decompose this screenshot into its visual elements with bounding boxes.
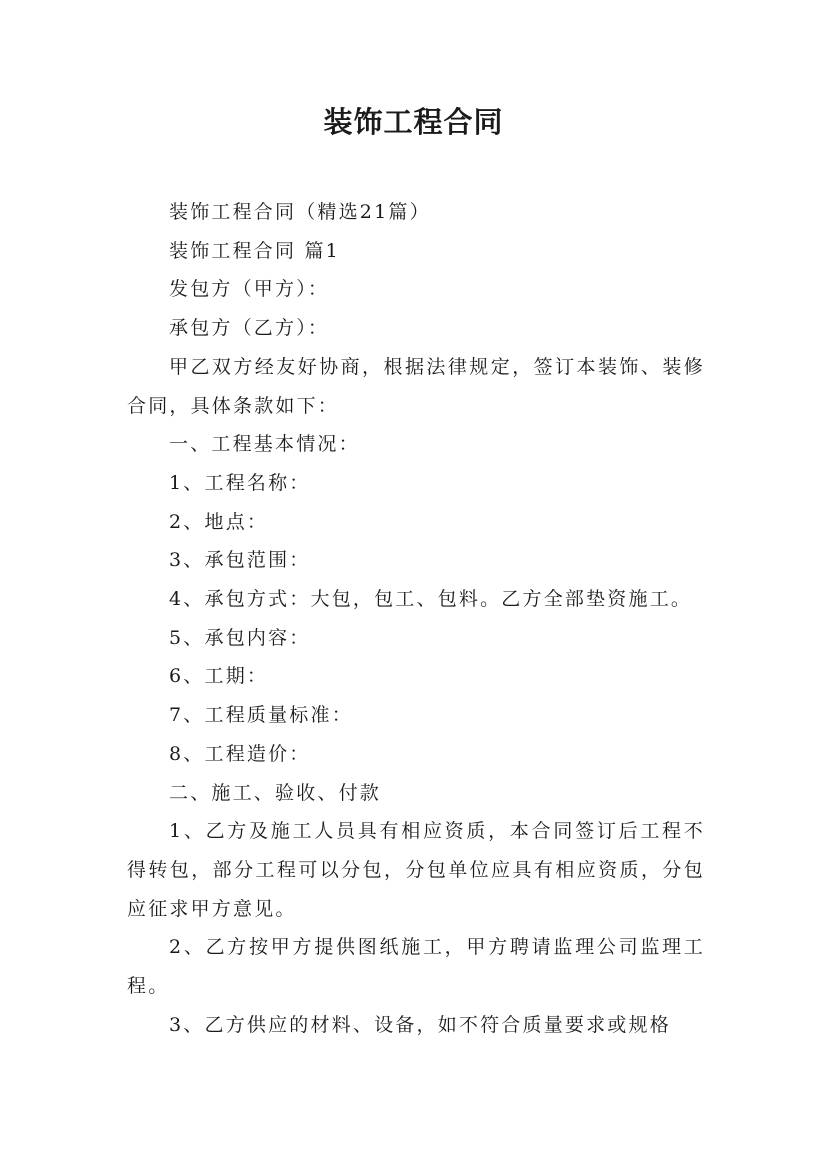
paragraph-clause-item: 5、承包内容： bbox=[169, 626, 311, 649]
paragraph-clause-item: 3、承包范围： bbox=[169, 549, 311, 572]
paragraph-clause-item: 7、工程质量标准： bbox=[169, 704, 353, 727]
paragraph-clause-item: 4、承包方式：大包，包工、包料。乙方全部垫资施工。 bbox=[169, 588, 693, 611]
paragraph-subtitle: 装饰工程合同（精选21篇） bbox=[169, 201, 431, 223]
document-body bbox=[127, 193, 705, 1044]
paragraph-clause-item: 8、工程造价： bbox=[169, 742, 311, 765]
paragraph-clause-item: 1、乙方及施工人员具有相应资质，本合同签订后工程不得转包，部分工程可以分包，分包单位应具有相应资质，分包应征求甲方意见。 bbox=[127, 820, 705, 920]
paragraph-clause-item: 2、乙方按甲方提供图纸施工，甲方聘请监理公司监理工程。 bbox=[127, 936, 705, 998]
paragraph-clause-item: 2、地点： bbox=[169, 510, 269, 533]
paragraph-clause-item: 3、乙方供应的材料、设备，如不符合质量要求或规格 bbox=[169, 1013, 671, 1036]
paragraph-party-a: 发包方（甲方）： bbox=[169, 278, 330, 301]
paragraph-section-heading: 装饰工程合同 篇1 bbox=[169, 239, 340, 262]
paragraph-clause-item: 1、工程名称： bbox=[169, 471, 311, 494]
paragraph-party-b: 承包方（乙方）： bbox=[169, 317, 330, 340]
document-title: 装饰工程合同 bbox=[323, 105, 504, 139]
paragraph-clause-item: 6、工期： bbox=[169, 665, 269, 688]
paragraph-clause-heading: 一、工程基本情况： bbox=[169, 433, 360, 456]
paragraph-clause-heading: 二、施工、验收、付款 bbox=[169, 781, 382, 804]
paragraph-preamble: 甲乙双方经友好协商，根据法律规定，签订本装饰、装修合同，具体条款如下： bbox=[127, 355, 705, 417]
